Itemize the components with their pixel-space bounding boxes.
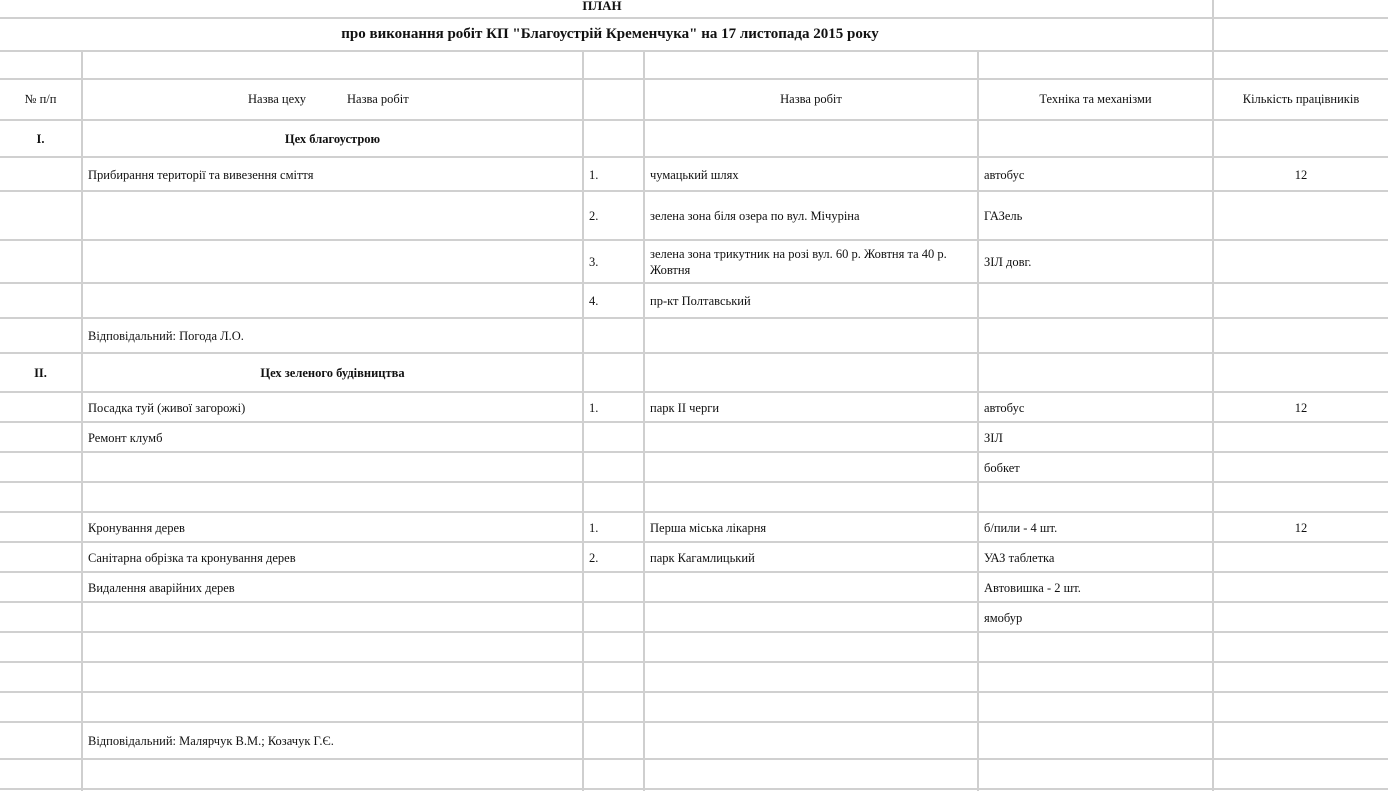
row-number-cell: 2. — [589, 551, 599, 565]
workers-cell: 12 — [1294, 521, 1308, 535]
document-subtitle: про виконання робіт КП "Благоустрій Кременчука" на 17 листопада 2015 року — [341, 26, 879, 42]
document-title: ПЛАН — [582, 0, 622, 13]
header-works-name-2: Назва робіт — [780, 92, 842, 106]
row-border — [0, 282, 1388, 284]
place-cell: зелена зона трикутник на розі вул. 60 р. Жовтня та 40 р. Жовтня — [650, 247, 947, 277]
row-border — [0, 190, 1388, 192]
place-cell: пр-кт Полтавський — [650, 294, 751, 308]
equipment-cell: бобкет — [984, 461, 1020, 475]
row-border — [0, 17, 1388, 19]
section-roman-number: II. — [34, 366, 47, 380]
row-border — [0, 571, 1388, 573]
header-works-name: Назва робіт — [347, 92, 409, 106]
equipment-cell: автобус — [984, 168, 1025, 182]
equipment-cell: ЗІЛ — [984, 431, 1003, 445]
equipment-cell: УАЗ таблетка — [984, 551, 1055, 565]
place-cell: зелена зона біля озера по вул. Мічуріна — [650, 209, 860, 223]
row-border — [0, 156, 1388, 158]
equipment-cell: ямобур — [984, 611, 1023, 625]
section-title: Цех зеленого будівництва — [260, 366, 405, 380]
header-workers: Кількість працівників — [1242, 92, 1360, 106]
task-cell: Посадка туй (живої загорожі) — [88, 401, 246, 415]
section-title: Цех благоустрою — [284, 132, 381, 146]
place-cell: парк Кагамлицький — [650, 551, 755, 565]
task-cell: Кронування дерев — [88, 521, 185, 535]
row-border — [0, 661, 1388, 663]
row-border — [0, 50, 1388, 52]
task-cell: Прибирання території та вивезення сміття — [88, 168, 314, 182]
row-border — [0, 511, 1388, 513]
responsible-person: Відповідальний: Малярчук В.М.; Козачук Г.Є. — [88, 734, 334, 748]
workers-cell: 12 — [1294, 401, 1308, 415]
responsible-person: Відповідальний: Погода Л.О. — [88, 329, 244, 343]
row-border — [0, 239, 1388, 241]
task-cell: Санітарна обрізка та кронування дерев — [88, 551, 296, 565]
row-border — [0, 691, 1388, 693]
equipment-cell: б/пили - 4 шт. — [984, 521, 1058, 535]
row-number-cell: 1. — [589, 401, 599, 415]
equipment-cell: автобус — [984, 401, 1025, 415]
row-border — [0, 119, 1388, 121]
row-border — [0, 721, 1388, 723]
equipment-cell: ЗІЛ довг. — [984, 255, 1032, 269]
task-cell: Видалення аварійних дерев — [88, 581, 235, 595]
row-border — [0, 601, 1388, 603]
equipment-cell: Автовишка - 2 шт. — [984, 581, 1081, 595]
row-border — [0, 631, 1388, 633]
row-number-cell: 4. — [589, 294, 599, 308]
row-border — [0, 451, 1388, 453]
row-number-cell: 1. — [589, 521, 599, 535]
header-number: № п/п — [24, 92, 57, 106]
row-number-cell: 3. — [589, 255, 599, 269]
row-border — [0, 317, 1388, 319]
row-number-cell: 2. — [589, 209, 599, 223]
place-cell: парк ІІ черги — [650, 401, 720, 415]
row-border — [0, 541, 1388, 543]
place-cell: Перша міська лікарня — [650, 521, 767, 535]
header-equipment: Техніка та механізми — [1039, 92, 1152, 106]
row-number-cell: 1. — [589, 168, 599, 182]
place-cell: чумацький шлях — [650, 168, 739, 182]
row-border — [0, 391, 1388, 393]
header-shop-name: Назва цеху — [248, 92, 307, 106]
row-border — [0, 788, 1388, 790]
row-border — [0, 421, 1388, 423]
equipment-cell: ГАЗель — [984, 209, 1023, 223]
section-roman-number: I. — [36, 132, 45, 146]
row-border — [0, 78, 1388, 80]
row-border — [0, 352, 1388, 354]
task-cell: Ремонт клумб — [88, 431, 163, 445]
workers-cell: 12 — [1294, 168, 1308, 182]
row-border — [0, 481, 1388, 483]
row-border — [0, 758, 1388, 760]
